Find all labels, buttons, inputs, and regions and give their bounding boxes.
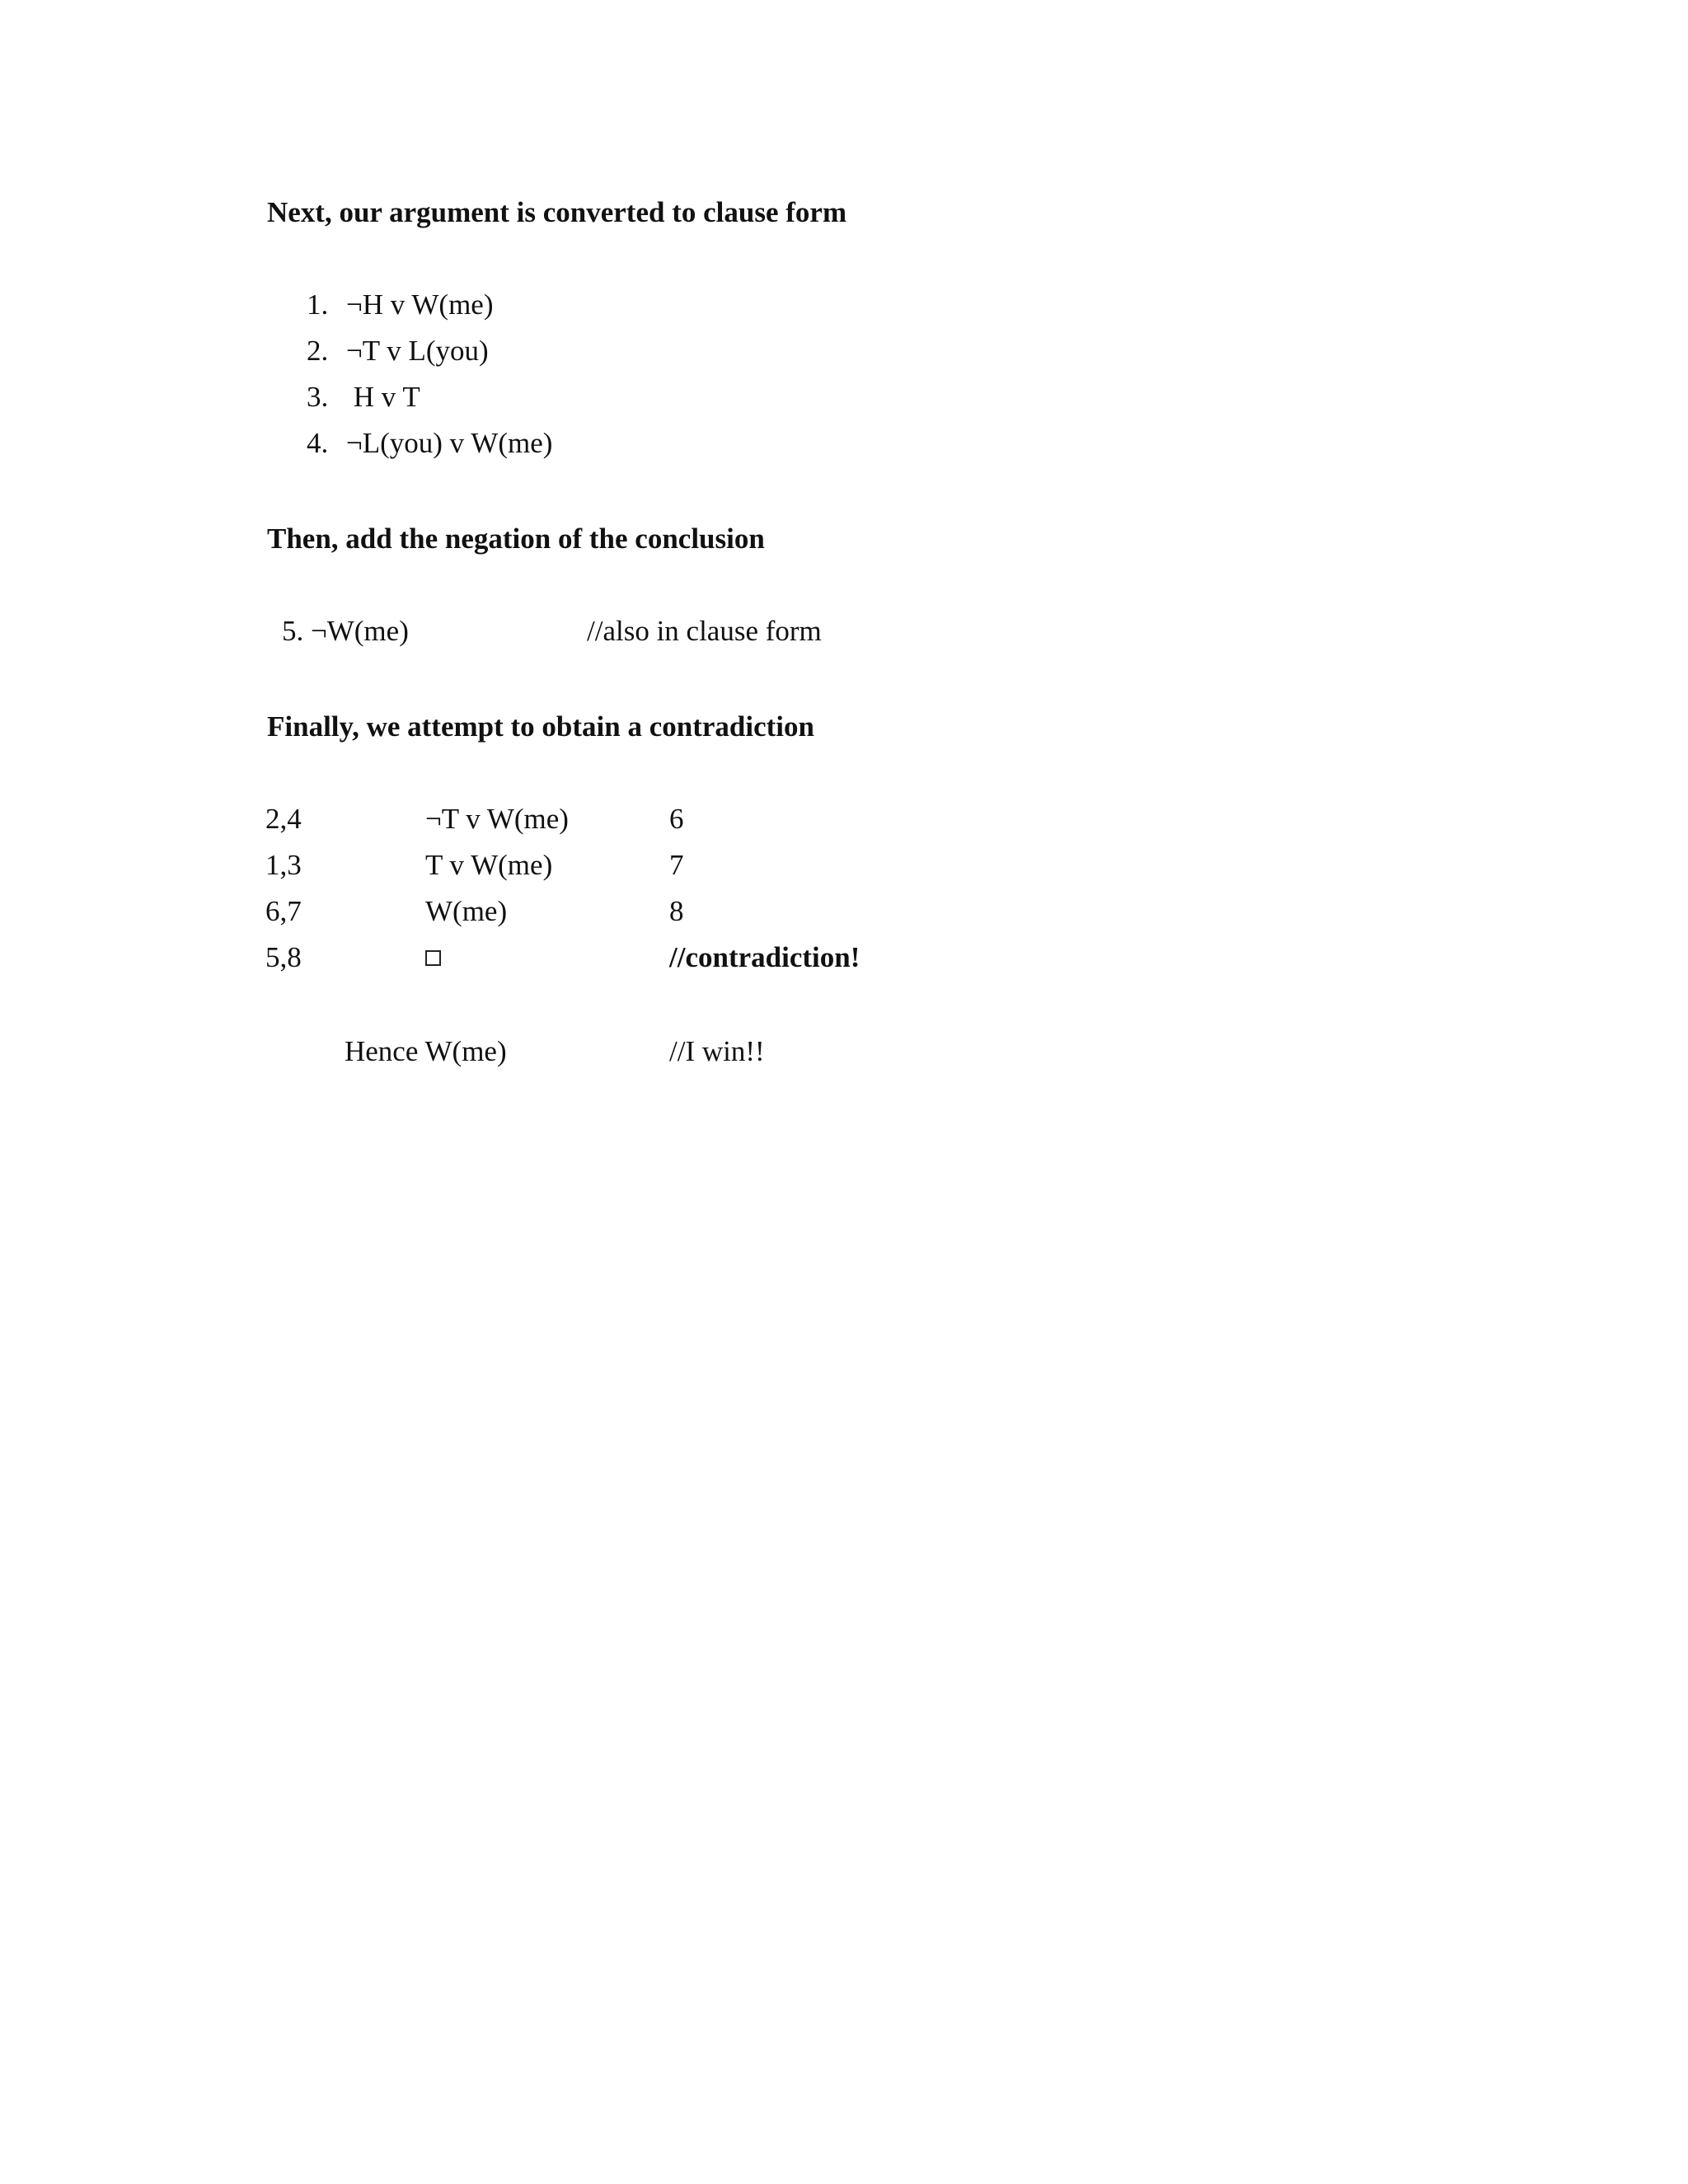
- resolution-result: 7: [669, 849, 684, 881]
- clause-number: 4.: [307, 427, 329, 459]
- section2-heading: Then, add the negation of the conclusion: [267, 523, 765, 555]
- clause-text: ¬T v L(you): [346, 335, 489, 367]
- section3-heading: Finally, we attempt to obtain a contradiction: [267, 710, 814, 743]
- conclusion-comment: //I win!!: [669, 1035, 765, 1067]
- resolution-result: 6: [669, 803, 684, 835]
- section1-heading: Next, our argument is converted to clause form: [267, 196, 847, 228]
- clause-text: ¬L(you) v W(me): [346, 427, 553, 459]
- clause-number: 1.: [307, 288, 329, 321]
- resolution-from: 5,8: [265, 941, 302, 973]
- negated-conclusion-comment: //also in clause form: [587, 615, 822, 647]
- clause-text: H v T: [346, 381, 420, 413]
- conclusion-text: Hence W(me): [345, 1035, 507, 1067]
- clause-number: 3.: [307, 381, 329, 413]
- resolution-result: 8: [669, 895, 684, 927]
- negated-conclusion: 5. ¬W(me): [282, 615, 409, 647]
- resolution-from: 2,4: [265, 803, 302, 835]
- resolution-clause: ¬T v W(me): [425, 803, 569, 835]
- contradiction-comment: //contradiction!: [669, 941, 860, 973]
- resolution-clause: T v W(me): [425, 849, 553, 881]
- clause-text: ¬H v W(me): [346, 288, 494, 321]
- empty-clause-icon: [425, 941, 441, 974]
- resolution-from: 6,7: [265, 895, 302, 927]
- clause-number: 2.: [307, 335, 329, 367]
- resolution-from: 1,3: [265, 849, 302, 881]
- resolution-clause: W(me): [425, 895, 508, 927]
